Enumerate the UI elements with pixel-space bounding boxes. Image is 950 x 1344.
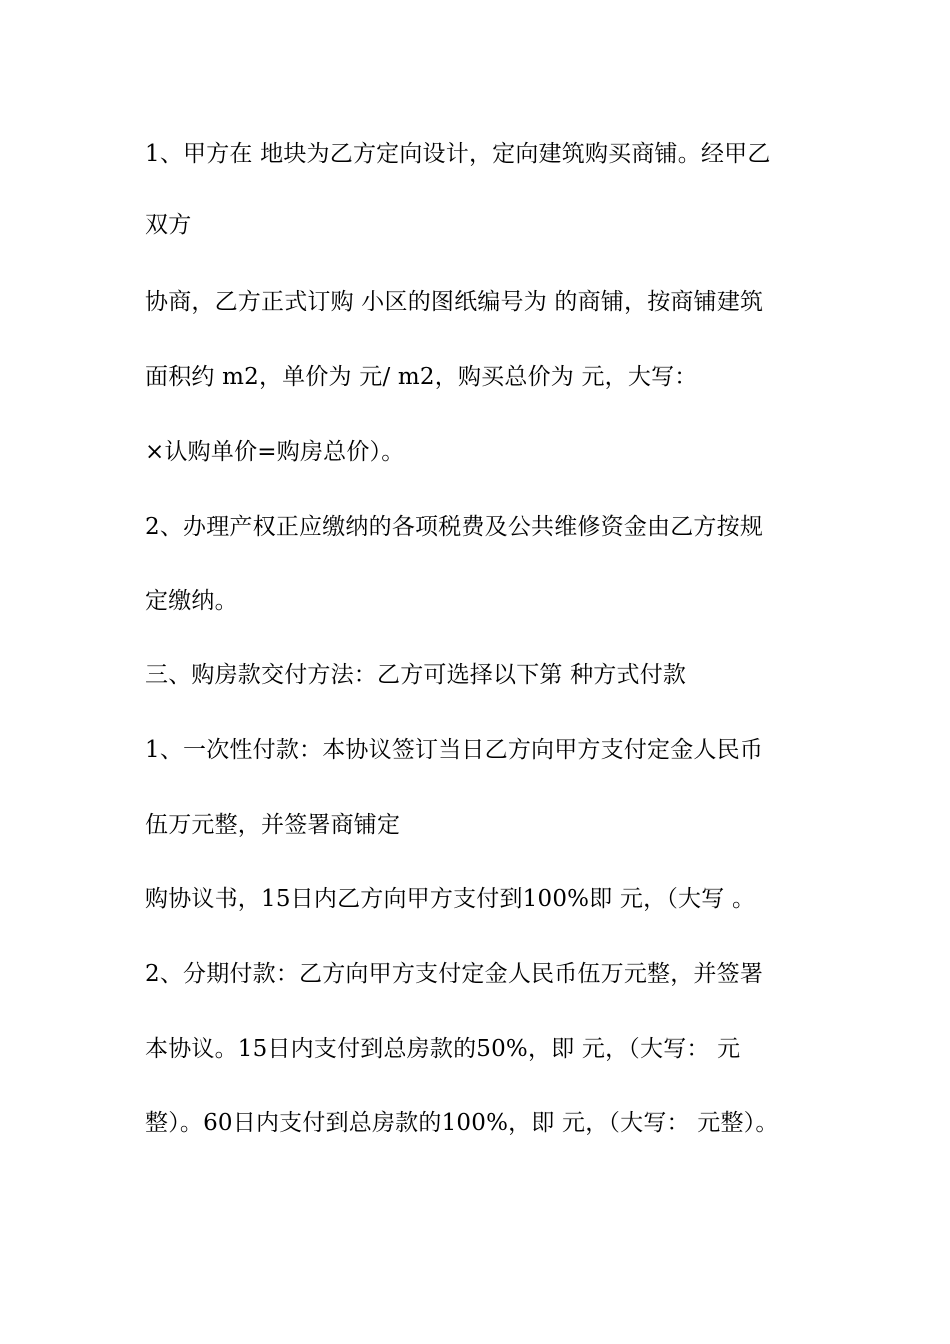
text-line: 2、分期付款：乙方向甲方支付定金人民币伍万元整，并签署 [145, 961, 764, 987]
text-line: 面积约 m2，单价为 元/ m2，购买总价为 元，大写： [145, 364, 698, 390]
text-line: 1、甲方在 地块为乙方定向设计，定向建筑购买商铺。经甲乙 [145, 141, 771, 167]
text-line: 定缴纳。 [145, 588, 238, 614]
text-line: 购协议书，15日内乙方向甲方支付到100%即 元，（大写 。 [145, 886, 756, 912]
text-line: ×认购单价=购房总价）。 [145, 439, 405, 465]
text-line: 双方 [145, 212, 192, 238]
text-line: 伍万元整，并签署商铺定 [145, 812, 401, 838]
text-line: 2、办理产权正应缴纳的各项税费及公共维修资金由乙方按规 [145, 514, 764, 540]
text-line: 协商，乙方正式订购 小区的图纸编号为 的商铺，按商铺建筑 [145, 289, 764, 315]
text-line: 本协议。15日内支付到总房款的50%，即 元，（大写： 元 [145, 1036, 741, 1062]
text-line: 三、购房款交付方法：乙方可选择以下第 种方式付款 [145, 662, 687, 688]
text-line: 1、一次性付款：本协议签订当日乙方向甲方支付定金人民币 [145, 737, 764, 763]
text-line: 整）。60日内支付到总房款的100%，即 元，（大写： 元整）。 [145, 1110, 779, 1136]
